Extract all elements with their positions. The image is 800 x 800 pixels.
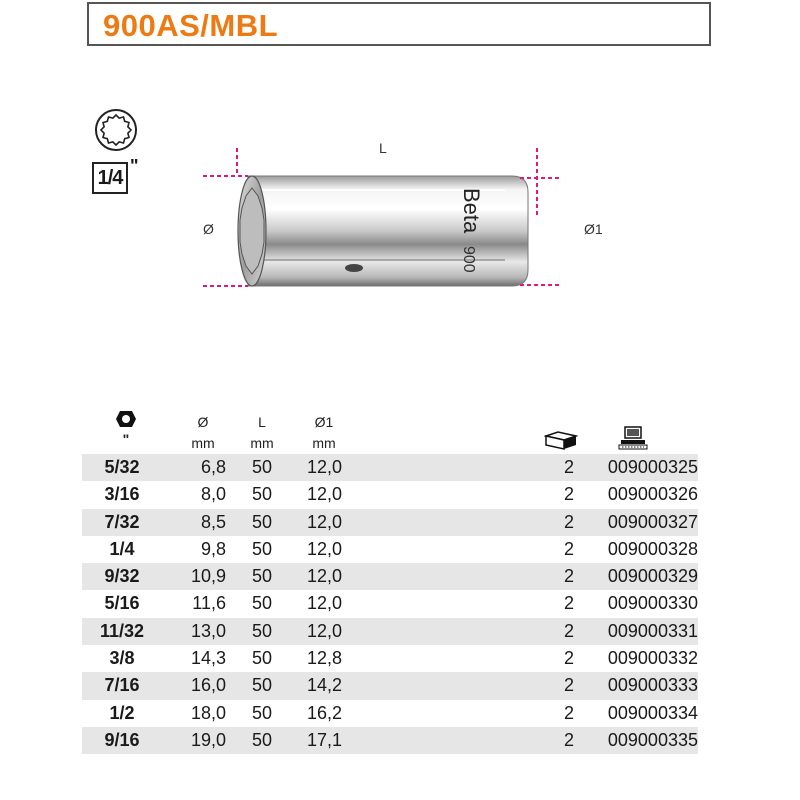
twelve-point-icon	[94, 108, 138, 152]
pack-qty-cell: 2	[563, 675, 574, 696]
length-cell: 50	[251, 702, 272, 723]
length-cell: 50	[251, 620, 272, 641]
pack-qty-cell: 2	[563, 511, 574, 532]
pack-qty-cell: 2	[563, 593, 574, 614]
size-cell: 9/16	[104, 729, 140, 750]
pack-qty-cell: 2	[563, 648, 574, 669]
diameter-cell: 16,0	[190, 675, 226, 696]
table-row	[82, 672, 698, 699]
diameter1-cell: 17,1	[306, 729, 342, 750]
product-code-cell: 009000335	[607, 729, 698, 750]
pack-qty-cell: 2	[563, 620, 574, 641]
pack-qty-cell: 2	[563, 566, 574, 587]
product-code-cell: 009000327	[607, 511, 698, 532]
diameter1-cell: 14,2	[306, 675, 342, 696]
pack-qty-cell: 2	[563, 484, 574, 505]
table-row	[82, 727, 698, 754]
size-cell: 3/16	[104, 484, 140, 505]
table-header	[82, 406, 698, 454]
length-cell: 50	[251, 675, 272, 696]
diameter-cell: 6,8	[200, 457, 226, 477]
length-header: L	[258, 414, 266, 430]
table-row	[82, 509, 698, 536]
table-row	[82, 536, 698, 563]
size-cell: 7/16	[104, 675, 140, 696]
product-code-cell: 009000333	[607, 675, 698, 696]
table-row	[82, 563, 698, 590]
diameter1-cell: 12,0	[306, 457, 342, 477]
product-code-cell: 009000334	[607, 702, 698, 723]
table-row	[82, 700, 698, 727]
length-cell: 50	[251, 566, 272, 587]
diameter1-label: Ø1	[584, 221, 603, 237]
product-code-cell: 009000332	[607, 648, 698, 669]
diameter1-cell: 12,0	[306, 593, 342, 614]
drive-size	[92, 156, 139, 198]
diameter1-cell: 12,0	[306, 538, 342, 559]
product-code-cell: 009000330	[607, 593, 698, 614]
drive-size-value: 1/4	[92, 162, 128, 194]
drive-size-unit: "	[130, 156, 139, 176]
size-cell: 5/32	[104, 457, 140, 477]
size-cell: 5/16	[104, 593, 140, 614]
diameter1-header: Ø1	[314, 414, 334, 430]
diameter-unit: mm	[191, 435, 215, 451]
socket-detent	[345, 264, 363, 272]
box-icon	[544, 430, 578, 450]
length-cell: 50	[251, 729, 272, 750]
pack-qty-cell: 2	[563, 729, 574, 750]
length-cell: 50	[251, 593, 272, 614]
product-code-cell: 009000328	[607, 538, 698, 559]
brand-engraving: Beta	[459, 188, 484, 234]
diameter-label: Ø	[203, 221, 214, 237]
length-cell: 50	[251, 648, 272, 669]
diameter1-cell: 12,0	[306, 484, 342, 505]
socket-diagram	[195, 140, 565, 320]
table-row	[82, 481, 698, 508]
product-code-cell: 009000326	[607, 484, 698, 505]
size-cell: 1/4	[109, 538, 135, 559]
product-code-cell: 009000329	[607, 566, 698, 587]
diameter-cell: 13,0	[190, 620, 226, 641]
size-unit: "	[122, 431, 130, 447]
diameter-cell: 14,3	[190, 648, 226, 669]
pack-qty-cell: 2	[563, 538, 574, 559]
table-body	[82, 454, 698, 754]
page-title: 900AS/MBL	[103, 8, 279, 43]
diameter-cell: 11,6	[192, 593, 226, 614]
engraving-suffix: 900	[460, 246, 477, 273]
diameter1-cell: 12,0	[306, 511, 342, 532]
size-cell: 9/32	[104, 566, 140, 587]
size-cell: 3/8	[109, 648, 135, 669]
diameter1-cell: 12,0	[306, 620, 342, 641]
length-cell: 50	[251, 538, 272, 559]
diameter1-cell: 12,8	[306, 648, 342, 669]
diameter-cell: 19,0	[190, 729, 226, 750]
spec-table	[82, 406, 698, 754]
diameter-cell: 18,0	[190, 702, 226, 723]
length-cell: 50	[251, 457, 272, 477]
product-code-cell: 009000331	[607, 620, 698, 641]
diameter-cell: 8,5	[200, 511, 226, 532]
diameter1-cell: 16,2	[306, 702, 342, 723]
diameter-header: Ø	[197, 414, 209, 430]
length-unit: mm	[250, 435, 274, 451]
table-row	[82, 590, 698, 617]
pack-qty-cell: 2	[563, 702, 574, 723]
table-row	[82, 645, 698, 672]
product-code-cell: 009000325	[607, 457, 698, 477]
computer-icon	[618, 426, 648, 450]
pack-qty-cell: 2	[563, 457, 574, 477]
length-label: L	[379, 140, 387, 156]
diameter-cell: 10,9	[190, 566, 226, 587]
title-box	[87, 2, 711, 46]
diameter-cell: 8,0	[200, 484, 226, 505]
size-cell: 1/2	[109, 702, 135, 723]
socket-body	[248, 176, 528, 286]
diameter1-unit: mm	[312, 435, 336, 451]
hex-nut-icon	[115, 410, 137, 428]
table-row	[82, 618, 698, 645]
length-cell: 50	[251, 511, 272, 532]
size-cell: 7/32	[104, 511, 140, 532]
table-row	[82, 454, 698, 481]
diameter-cell: 9,8	[200, 538, 226, 559]
diameter1-cell: 12,0	[306, 566, 342, 587]
size-cell: 11/32	[99, 620, 145, 641]
length-cell: 50	[251, 484, 272, 505]
